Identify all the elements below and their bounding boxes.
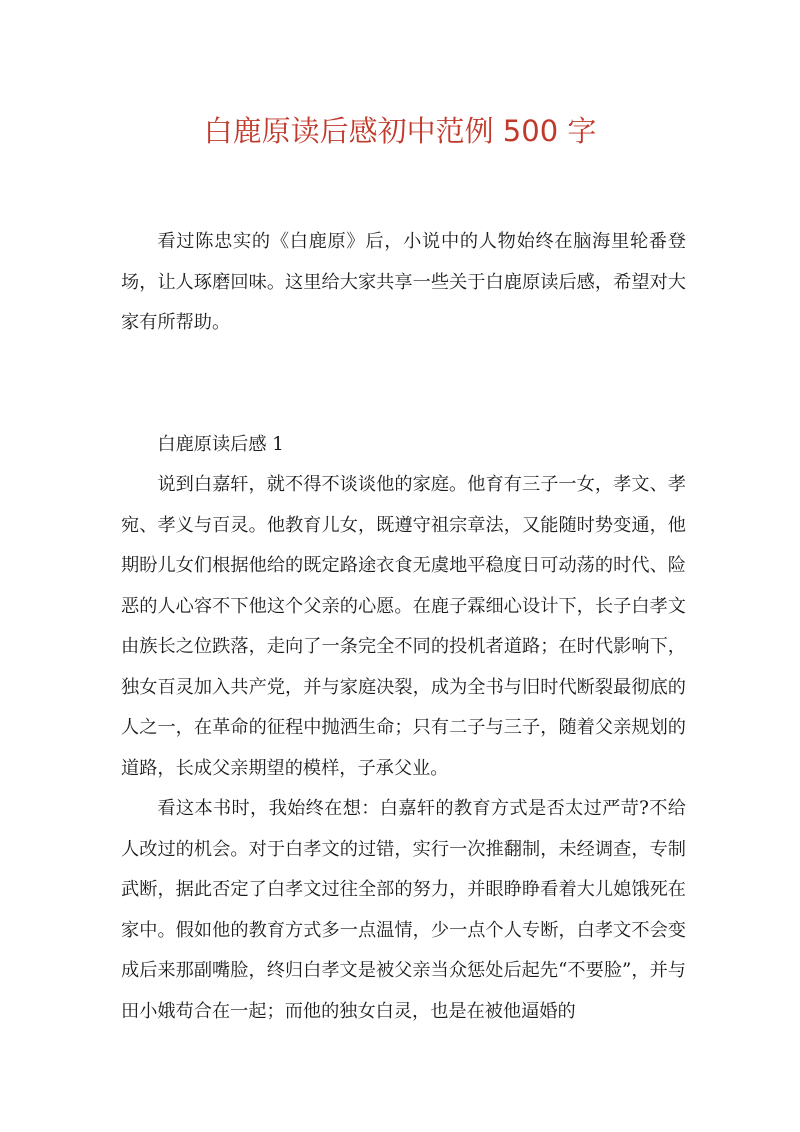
page-title: 白鹿原读后感初中范例 500 字 [203,114,597,148]
body-paragraph: 说到白嘉轩，就不得不谈谈他的家庭。他育有三子一女，孝文、孝宛、孝义与百灵。他教育儿女，既遵守祖宗章法，又能随时势变通，他期盼儿女们根据他给的既定路途衣食无虞地平稳度日可动荡的时代、险恶的人心容不下他这个父亲的心愿。在鹿子霖细心设计下，长子白孝文由族长之位跌落，走向了一条完全不同的投机者道路；在时代影响下，独女百灵加入共产党，并与家庭决裂，成为全书与旧时代断裂最彻底的人之一，在革命的征程中抛洒生命；只有二子与三子，随着父亲规划的道路，长成父亲期望的模样，子承父业。 [121,474,686,779]
section-heading: 白鹿原读后感 1 [157,433,284,455]
intro-paragraph: 看过陈忠实的《白鹿原》后，小说中的人物始终在脑海里轮番登场，让人琢磨回味。这里给大家共享一些关于白鹿原读后感，希望对大家有所帮助。 [121,231,686,333]
spacer [121,344,686,425]
document-body [121,222,686,1032]
body-paragraph: 看这本书时，我始终在想：白嘉轩的教育方式是否太过严苛?不给人改过的机会。对于白孝文的过错，实行一次推翻制，未经调查，专制武断，据此否定了白孝文过往全部的努力，并眼睁睁看着大儿媳饿死在家中。假如他的教育方式多一点温情，少一点个人专断，白孝文不会变成后来那副嘴脸，终归白孝文是被父亲当众惩处后起先“不要脸”，并与田小娥苟合在一起；而他的独女白灵，也是在被他逼婚的 [121,798,686,1022]
